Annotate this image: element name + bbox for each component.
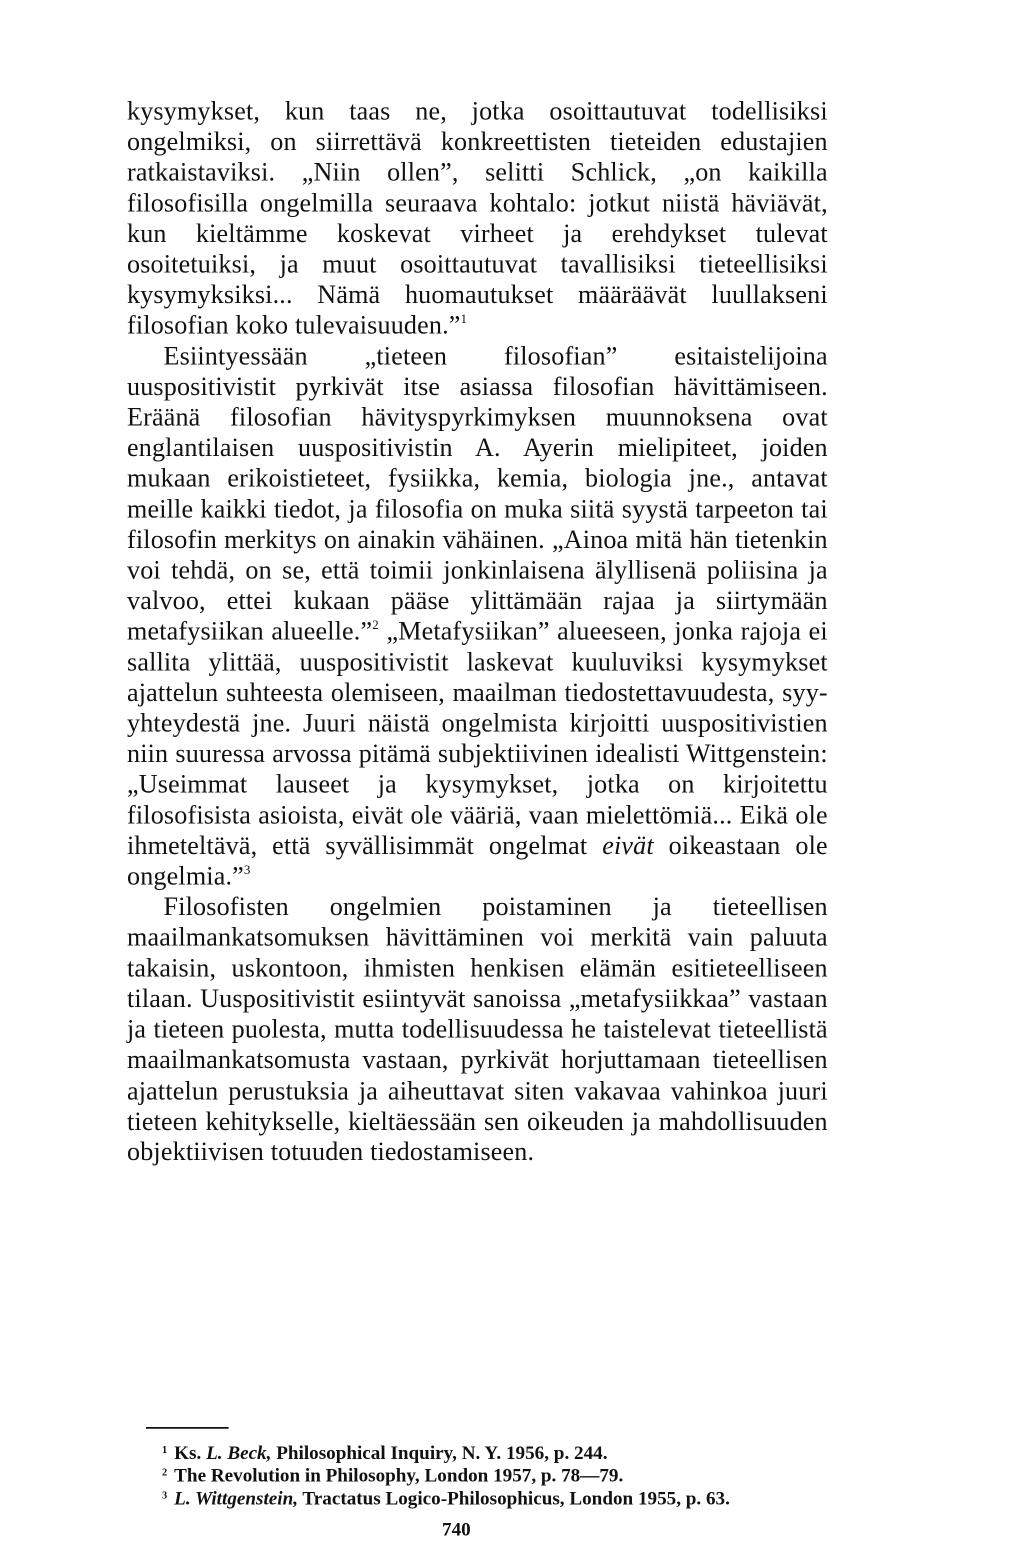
footnote-1-prefix: Ks. xyxy=(173,1441,206,1464)
footnote-3-number: 3 xyxy=(161,1488,167,1501)
footnote-divider xyxy=(146,1427,229,1429)
paragraph-2-text-a: Esiintyessään „tieteen filosofian” esitaistelijoina uuspositivistit pyrkivät itse asiassa filosofian hävittämiseen. Eräänä filosofian hävityspyrkimyksen muunnoksena ovat englantilaisen uuspositivistin A. Ayerin mielipiteet, joiden mukaan erikoistieteet, fysiikka, kemia, biologia jne., antavat meille kaikki tiedot, ja filosofia on muka siitä syystä tarpeeton tai filosofin merkitys on ainakin vähäinen. „Ainoa mitä hän tietenkin voi tehdä, on se, että toimii jonkinlaisena älyllisenä poliisina ja valvoo, ettei kukaan pääse ylittämään rajaa ja siirtymään metafysiikan alueelle.” xyxy=(126,341,828,646)
footnote-2-source: The Revolution in Philosophy, London 1957, p. 78—79. xyxy=(173,1464,623,1486)
paragraph-1-text: kysymykset, kun taas ne, jotka osoittautuvat todellisiksi ongelmiksi, on siirrettävä konkreettisten tieteiden edustajien ratkaistaviksi. „Niin ollen”, selitti Schlick, „on kaikilla filosofisilla ongelmilla seuraava kohtalo: jotkut niistä häviävät, kun kieltämme koskevat virheet ja erehdykset tulevat osoitetuiksi, ja muut osoittautuvat tavallisiksi tieteellisiksi kysymyksiksi... Nämä huomautukset määräävät luullakseni filosofian koko tulevaisuuden.” xyxy=(126,96,828,340)
page-number: 740 xyxy=(441,1518,471,1540)
footnotes xyxy=(162,1440,840,1508)
paragraph-2-text-b: „Metafysiikan” alueeseen, jonka rajoja ei sallita ylittää, uuspositivistit laskevat kuuluviksi kysymykset ajattelun suhteesta olemiseen, maailman tiedostettavuudesta, syy-yhteydestä jne. Juuri näistä ongelmista kirjoitti uuspositivistien niin suuressa arvossa pitämä subjektiivinen idealisti Wittgenstein: „Useimmat lauseet ja kysymykset, jotka on kirjoitettu filosofisista asioista, eivät ole vääriä, vaan mielettömiä... Eikä ole ihmeteltävä, että syvällisimmät ongelmat xyxy=(126,616,828,860)
footnote-ref-2[interactable]: 2 xyxy=(372,618,379,633)
footnote-3-author: L. Wittgenstein, xyxy=(173,1486,298,1509)
footnote-3-source: Tractatus Logico-Philosophicus, London 1955, p. 63. xyxy=(297,1486,730,1509)
footnote-1-source: Philosophical Inquiry, N. Y. 1956, p. 244. xyxy=(271,1441,608,1464)
footnote-ref-3[interactable]: 3 xyxy=(243,863,251,878)
paragraph-2 xyxy=(127,340,828,891)
footnote-2-number: 2 xyxy=(161,1465,167,1479)
footnote-1-number: 1 xyxy=(161,1443,167,1456)
paragraph-1 xyxy=(127,96,828,341)
paragraph-2-text-c: oikeastaan ole ongelmia.” xyxy=(126,831,828,891)
page-body xyxy=(127,96,828,1167)
footnote-2 xyxy=(162,1462,840,1485)
paragraph-3 xyxy=(127,891,828,1166)
footnote-3 xyxy=(162,1485,840,1508)
footnote-ref-1[interactable]: 1 xyxy=(460,312,468,327)
paragraph-2-emphasis: eivät xyxy=(602,831,654,860)
footnote-1-author: L. Beck, xyxy=(205,1441,272,1464)
footnote-1 xyxy=(162,1440,840,1463)
paragraph-3-text: Filosofisten ongelmien poistaminen ja tieteellisen maailmankatsomuksen hävittäminen voi merkitä vain paluuta takaisin, uskontoon, ihmisten henkisen elämän esitieteelliseen tilaan. Uuspositivistit esiintyvät sanoissa „metafysiikkaa” vastaan ja tieteen puolesta, mutta todellisuudessa he taistelevat tieteellistä maailmankatsomusta vastaan, pyrkivät horjuttamaan tieteellisen ajattelun perustuksia ja aiheuttavat siten vakavaa vahinkoa juuri tieteen kehitykselle, kieltäessään sen oikeuden ja mahdollisuuden objektiivisen totuuden tiedostamiseen. xyxy=(126,892,828,1166)
